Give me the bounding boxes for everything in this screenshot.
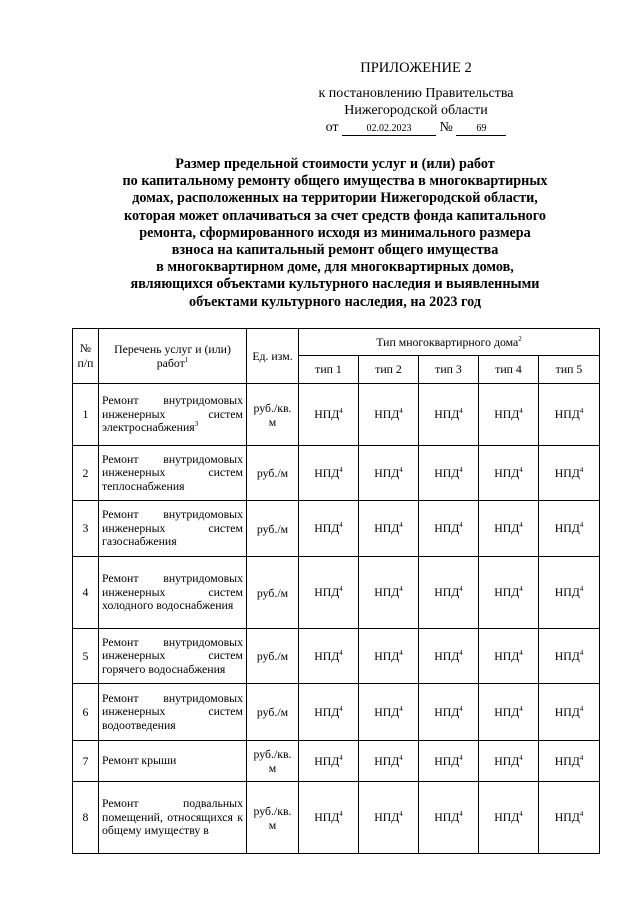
decree-date: 02.02.2023 <box>342 123 436 136</box>
value-sup: 4 <box>519 810 523 819</box>
value-sup: 4 <box>519 648 523 657</box>
value-sup: 4 <box>399 704 403 713</box>
header-unit <box>247 329 299 384</box>
value-text: НПД <box>494 407 520 421</box>
header-type-group-sup: 2 <box>518 334 522 343</box>
title-line: ремонта, сформированного исходя из минимального размера <box>139 224 531 241</box>
value-cell <box>539 557 600 629</box>
table-row <box>73 629 600 684</box>
value-sup: 4 <box>579 648 584 657</box>
value-text: НПД <box>554 407 580 421</box>
table-row <box>73 501 600 557</box>
value-text: НПД <box>314 521 340 535</box>
table-row <box>73 782 600 854</box>
value-sup: 4 <box>579 407 584 416</box>
value-sup: 4 <box>339 521 343 530</box>
value-text: НПД <box>374 585 400 599</box>
value-sup: 4 <box>459 753 463 762</box>
value-sup: 4 <box>459 810 463 819</box>
value-sup: 4 <box>519 585 523 594</box>
header-number-label: № п/п <box>77 341 94 370</box>
value-sup: 4 <box>339 407 343 416</box>
value-sup: 4 <box>339 585 343 594</box>
value-text: НПД <box>554 810 580 824</box>
header-type-5: тип 5 <box>539 356 600 384</box>
document-title <box>95 156 575 311</box>
cost-table <box>72 328 600 854</box>
table-row <box>73 446 600 501</box>
value-sup: 4 <box>519 521 523 530</box>
service-name-text: Ремонт подвальных помещений, относящихся к общему имуществу в <box>102 796 243 838</box>
value-sup: 4 <box>579 521 584 530</box>
value-sup: 4 <box>399 753 403 762</box>
unit-cell: руб./кв. м <box>247 741 299 782</box>
value-cell <box>539 782 600 854</box>
value-cell <box>299 384 359 446</box>
value-text: НПД <box>374 704 400 719</box>
value-cell <box>479 384 539 446</box>
appendix-line-2: Нижегородской области <box>344 103 488 118</box>
unit-cell: руб./кв. м <box>247 384 299 446</box>
value-text: НПД <box>314 704 340 719</box>
value-text: НПД <box>314 810 340 824</box>
value-text: НПД <box>494 704 520 719</box>
value-text: НПД <box>554 704 580 719</box>
value-text: НПД <box>314 407 340 421</box>
value-text: НПД <box>494 521 520 535</box>
value-cell <box>299 684 359 741</box>
value-sup: 4 <box>339 810 343 819</box>
value-sup: 4 <box>399 810 403 819</box>
value-sup: 4 <box>339 465 343 474</box>
header-services <box>99 329 247 384</box>
row-number: 7 <box>73 741 99 782</box>
service-name-text: Ремонт внутридомовых инженерных систем горячего водоснабжения <box>102 634 243 676</box>
value-text: НПД <box>554 585 580 599</box>
service-name <box>99 629 247 684</box>
value-text: НПД <box>494 753 520 768</box>
value-cell <box>299 501 359 557</box>
service-name-text: Ремонт крыши <box>102 753 177 768</box>
service-name <box>99 741 247 782</box>
value-cell <box>479 446 539 501</box>
value-sup: 4 <box>579 585 584 594</box>
header-type-2: тип 2 <box>359 356 419 384</box>
value-text: НПД <box>314 753 340 768</box>
service-name-text: Ремонт внутридомовых инженерных систем газоснабжения <box>102 507 243 549</box>
value-text: НПД <box>434 465 460 480</box>
value-cell <box>479 557 539 629</box>
value-text: НПД <box>434 407 460 421</box>
value-sup: 4 <box>579 753 584 762</box>
value-text: НПД <box>374 810 400 824</box>
row-number: 2 <box>73 446 99 501</box>
service-name-text: Ремонт внутридомовых инженерных систем холодного водоснабжения <box>102 571 243 613</box>
value-cell <box>539 741 600 782</box>
unit-cell: руб./кв. м <box>247 782 299 854</box>
header-type-group <box>299 329 600 356</box>
value-sup: 4 <box>459 648 463 657</box>
service-name <box>99 684 247 741</box>
value-text: НПД <box>374 407 400 421</box>
value-text: НПД <box>374 465 400 480</box>
row-number: 5 <box>73 629 99 684</box>
title-line: объектами культурного наследия, на 2023 год <box>188 293 482 310</box>
value-cell <box>299 629 359 684</box>
number-prefix: № <box>439 120 453 135</box>
value-cell <box>479 629 539 684</box>
value-sup: 4 <box>399 465 403 474</box>
value-sup: 4 <box>459 585 463 594</box>
header-type-1: тип 1 <box>299 356 359 384</box>
value-text: НПД <box>554 753 580 768</box>
value-cell <box>359 384 419 446</box>
value-cell <box>419 741 479 782</box>
table-row <box>73 557 600 629</box>
row-number: 1 <box>73 384 99 446</box>
row-number: 6 <box>73 684 99 741</box>
value-cell <box>419 384 479 446</box>
value-text: НПД <box>374 521 400 535</box>
value-text: НПД <box>554 648 580 663</box>
value-cell <box>539 446 600 501</box>
appendix-heading: ПРИЛОЖЕНИЕ 2 <box>360 60 472 76</box>
service-name <box>99 446 247 501</box>
value-cell <box>539 629 600 684</box>
value-cell <box>479 782 539 854</box>
table-row <box>73 741 600 782</box>
appendix-block <box>300 60 532 136</box>
value-cell <box>539 684 600 741</box>
value-sup: 4 <box>579 704 584 713</box>
title-line: в многоквартирном доме, для многоквартирных домов, <box>156 259 514 276</box>
appendix-line-1: к постановлению Правительства <box>318 86 514 101</box>
value-cell <box>419 629 479 684</box>
value-cell <box>419 557 479 629</box>
value-cell <box>299 741 359 782</box>
value-sup: 4 <box>459 704 463 713</box>
value-cell <box>419 501 479 557</box>
value-sup: 4 <box>339 648 343 657</box>
service-name <box>99 557 247 629</box>
value-cell <box>419 684 479 741</box>
value-cell <box>359 557 419 629</box>
value-cell <box>539 501 600 557</box>
header-type-3: тип 3 <box>419 356 479 384</box>
row-number: 3 <box>73 501 99 557</box>
table-row <box>73 684 600 741</box>
service-name <box>99 782 247 854</box>
value-text: НПД <box>374 753 400 768</box>
unit-cell: руб./м <box>247 684 299 741</box>
value-cell <box>419 446 479 501</box>
header-services-sup: 1 <box>184 356 189 365</box>
value-cell <box>299 557 359 629</box>
title-line: Размер предельной стоимости услуг и (или) работ <box>175 156 495 172</box>
value-sup: 4 <box>459 407 463 416</box>
title-line: взноса на капитальный ремонт общего имущества <box>171 242 499 259</box>
value-cell <box>539 384 600 446</box>
title-line: домах, расположенных на территории Нижегородской области, <box>132 190 538 207</box>
value-text: НПД <box>494 585 520 599</box>
value-cell <box>359 684 419 741</box>
value-sup: 4 <box>399 407 403 416</box>
value-sup: 4 <box>579 465 584 474</box>
value-sup: 4 <box>399 521 403 530</box>
value-text: НПД <box>554 465 580 480</box>
value-sup: 4 <box>579 810 584 819</box>
decree-number: 69 <box>456 123 506 136</box>
value-text: НПД <box>434 704 460 719</box>
value-sup: 4 <box>519 753 523 762</box>
value-cell <box>479 684 539 741</box>
table-body <box>73 384 600 854</box>
value-text: НПД <box>434 753 460 768</box>
value-text: НПД <box>494 648 520 663</box>
value-cell <box>479 501 539 557</box>
unit-cell: руб./м <box>247 629 299 684</box>
value-text: НПД <box>434 648 460 663</box>
service-name-text: Ремонт внутридомовых инженерных систем водоотведения <box>102 690 243 732</box>
value-sup: 4 <box>459 465 463 474</box>
title-line: по капитальному ремонту общего имущества в многоквартирных <box>122 173 548 190</box>
value-sup: 4 <box>459 521 463 530</box>
row-number: 4 <box>73 557 99 629</box>
value-sup: 4 <box>339 753 343 762</box>
value-cell <box>359 501 419 557</box>
value-cell <box>359 741 419 782</box>
value-text: НПД <box>314 465 340 480</box>
service-name-text: Ремонт внутридомовых инженерных систем теплоснабжения <box>102 451 243 493</box>
service-name-sup: 3 <box>194 420 199 429</box>
value-text: НПД <box>494 465 520 480</box>
row-number: 8 <box>73 782 99 854</box>
value-sup: 4 <box>399 648 403 657</box>
value-cell <box>359 446 419 501</box>
value-sup: 4 <box>519 407 523 416</box>
title-line: являющихся объектами культурного наследия и выявленными <box>130 276 540 293</box>
unit-cell: руб./м <box>247 557 299 629</box>
value-cell <box>299 446 359 501</box>
value-text: НПД <box>434 585 460 599</box>
header-type-group-label: Тип многоквартирного дома <box>376 334 519 349</box>
value-text: НПД <box>434 521 460 535</box>
value-cell <box>299 782 359 854</box>
value-text: НПД <box>314 648 340 663</box>
value-text: НПД <box>554 521 580 535</box>
header-number <box>73 329 99 384</box>
table-row <box>73 384 600 446</box>
value-cell <box>419 782 479 854</box>
unit-cell: руб./м <box>247 446 299 501</box>
value-sup: 4 <box>339 704 343 713</box>
value-sup: 4 <box>519 465 523 474</box>
value-cell <box>479 741 539 782</box>
header-services-label: Перечень услуг и (или) работ <box>114 342 231 370</box>
value-text: НПД <box>494 810 520 824</box>
value-cell <box>359 629 419 684</box>
header-type-4: тип 4 <box>479 356 539 384</box>
value-text: НПД <box>314 585 340 599</box>
value-text: НПД <box>374 648 400 663</box>
value-text: НПД <box>434 810 460 824</box>
service-name <box>99 501 247 557</box>
value-sup: 4 <box>519 704 523 713</box>
unit-cell: руб./м <box>247 501 299 557</box>
header-unit-label: Ед. изм. <box>252 348 293 363</box>
date-prefix: от <box>325 120 339 135</box>
service-name <box>99 384 247 446</box>
title-line: которая может оплачиваться за счет средств фонда капитального <box>124 207 546 224</box>
service-name-text: Ремонт внутридомовых инженерных систем электроснабжения <box>102 393 243 435</box>
value-sup: 4 <box>399 585 403 594</box>
value-cell <box>359 782 419 854</box>
table-header-row <box>73 329 600 356</box>
appendix-date-line <box>300 119 532 136</box>
